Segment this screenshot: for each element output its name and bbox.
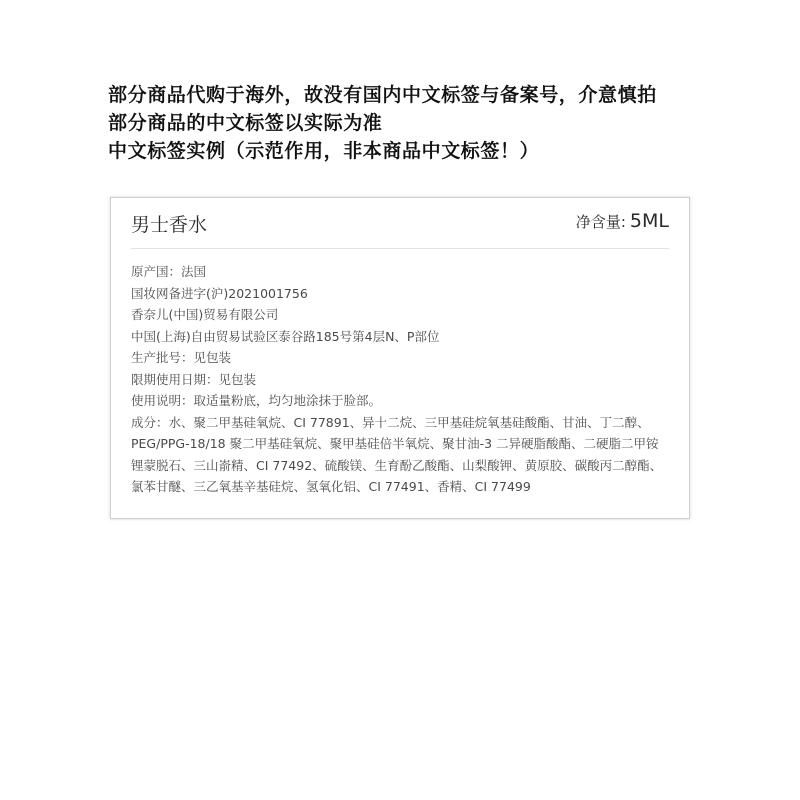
product-name: 男士香水 xyxy=(131,214,208,236)
ingredients-line: PEG/PPG-18/18 聚二甲基硅氧烷、聚甲基硅倍半氧烷、聚甘油-3 二异硬脂酸酯、二硬脂二甲铵 xyxy=(131,436,659,451)
company-address: 中国(上海)自由贸易试验区泰谷路185号第4层N、P部位 xyxy=(131,328,440,344)
label-header xyxy=(131,198,669,249)
disclaimer-notice xyxy=(108,81,768,165)
label-body xyxy=(131,261,675,498)
ingredients-line: 成分：水、聚二甲基硅氧烷、CI 77891、异十二烷、三甲基硅烷氧基硅酸酯、甘油、丁二醇、 xyxy=(131,414,650,430)
ingredients-line: 锂蒙脱石、三山嵛精、CI 77492、硫酸镁、生育酚乙酸酯、山梨酸钾、黄原胶、碳酸丙二醇酯、 xyxy=(131,457,663,473)
disclaimer-line: 部分商品的中文标签以实际为准 xyxy=(108,112,383,134)
disclaimer-line: 中文标签实例（示范作用，非本商品中文标签！） xyxy=(108,140,540,162)
ingredients-line: 氯苯甘醚、三乙氧基辛基硅烷、氢氧化铝、CI 77491、香精、CI 77499 xyxy=(131,479,531,494)
chinese-label-card xyxy=(110,197,690,519)
usage-instructions: 使用说明：取适量粉底，均匀地涂抹于脸部。 xyxy=(131,393,382,408)
net-content-label: 净含量: xyxy=(575,213,626,231)
net-content xyxy=(576,210,669,232)
disclaimer-line: 部分商品代购于海外，故没有国内中文标签与备案号，介意慎拍 xyxy=(108,84,657,106)
expiry-date: 限期使用日期：见包装 xyxy=(131,371,257,387)
net-content-value: 5ML xyxy=(629,210,669,232)
batch-number: 生产批号：见包装 xyxy=(131,350,232,365)
registration-number: 国妆网备进字(沪)2021001756 xyxy=(131,285,308,301)
origin-country: 原产国：法国 xyxy=(131,264,207,279)
company-name: 香奈儿(中国)贸易有限公司 xyxy=(131,307,279,322)
